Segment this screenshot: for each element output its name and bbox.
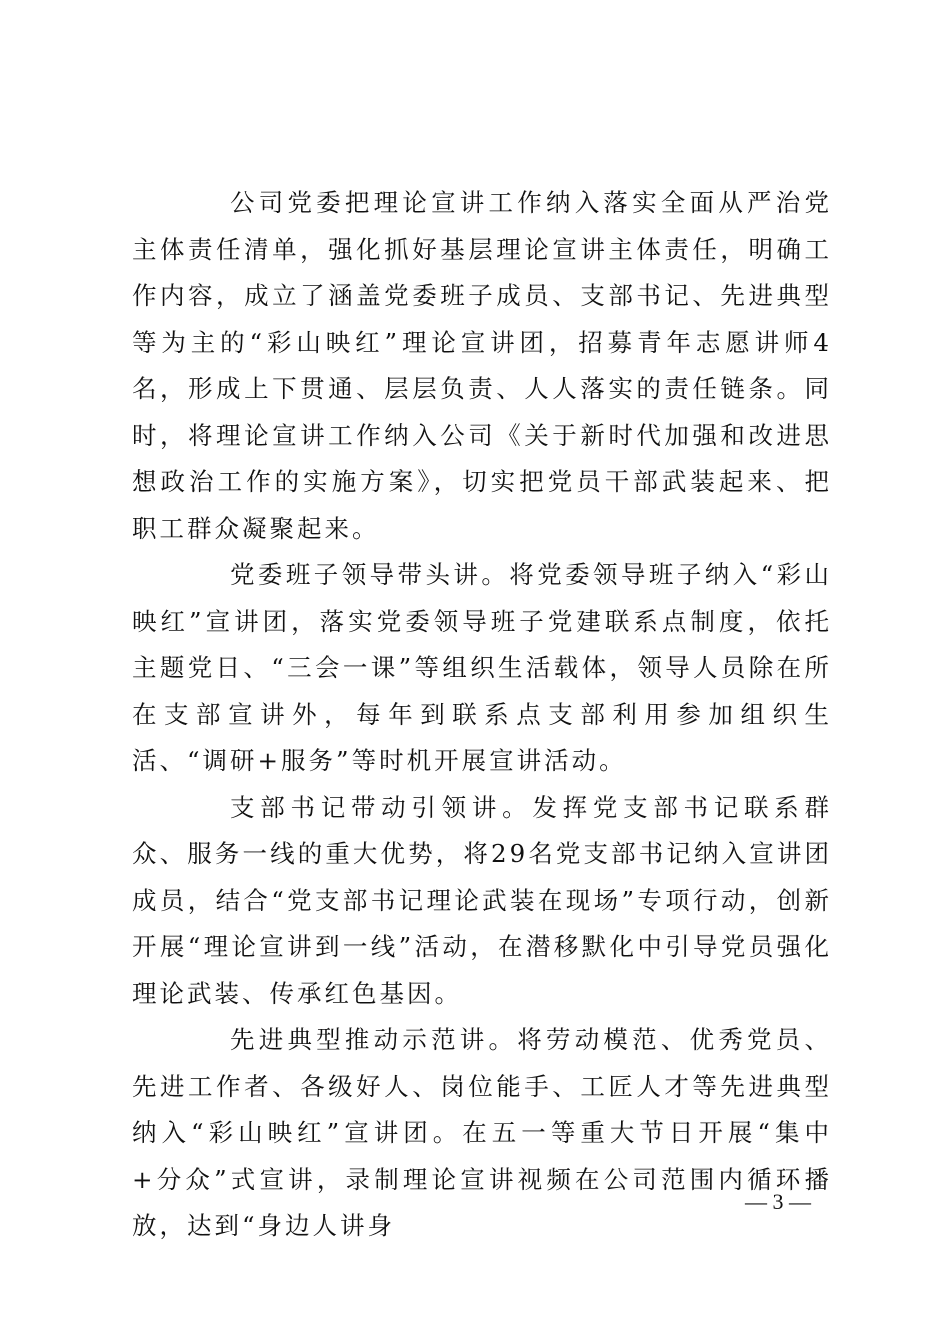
page-number: — 3 — (745, 1189, 811, 1214)
body-text (132, 180, 832, 1250)
paragraph-responsibility: 公司党委把理论宣讲工作纳入落实全面从严治党主体责任清单，强化抓好基层理论宣讲主体责任，明确工作内容，成立了涵盖党委班子成员、支部书记、先进典型等为主的“彩山映红”理论宣讲团，招募青年志愿讲师4名，形成上下贯通、层层负责、人人落实的责任链条。同时，将理论宣讲工作纳入公司《关于新时代加强和改进思想政治工作的实施方案》，切实把党员干部武装起来、把职工群众凝聚起来。 (132, 188, 832, 543)
paragraph-leadership-lectures: 党委班子领导带头讲。将党委领导班子纳入“彩山映红”宣讲团，落实党委领导班子党建联系点制度，依托主题党日、“三会一课”等组织生活载体，领导人员除在所在支部宣讲外，每年到联系点支部利用参加组织生活、“调研+服务”等时机开展宣讲活动。 (132, 560, 832, 775)
paragraph-branch-secretary-lectures: 支部书记带动引领讲。发挥党支部书记联系群众、服务一线的重大优势，将29名党支部书记纳入宣讲团成员，结合“党支部书记理论武装在现场”专项行动，创新开展“理论宣讲到一线”活动，在潜移默化中引导党员强化理论武装、传承红色基因。 (132, 792, 832, 1008)
paragraph-model-worker-lectures: 先进典型推动示范讲。将劳动模范、优秀党员、先进工作者、各级好人、岗位能手、工匠人才等先进典型纳入“彩山映红”宣讲团。在五一等重大节日开展“集中+分众”式宣讲，录制理论宣讲视频在公司范围内循环播放，达到“身边人讲身 (132, 1025, 832, 1240)
